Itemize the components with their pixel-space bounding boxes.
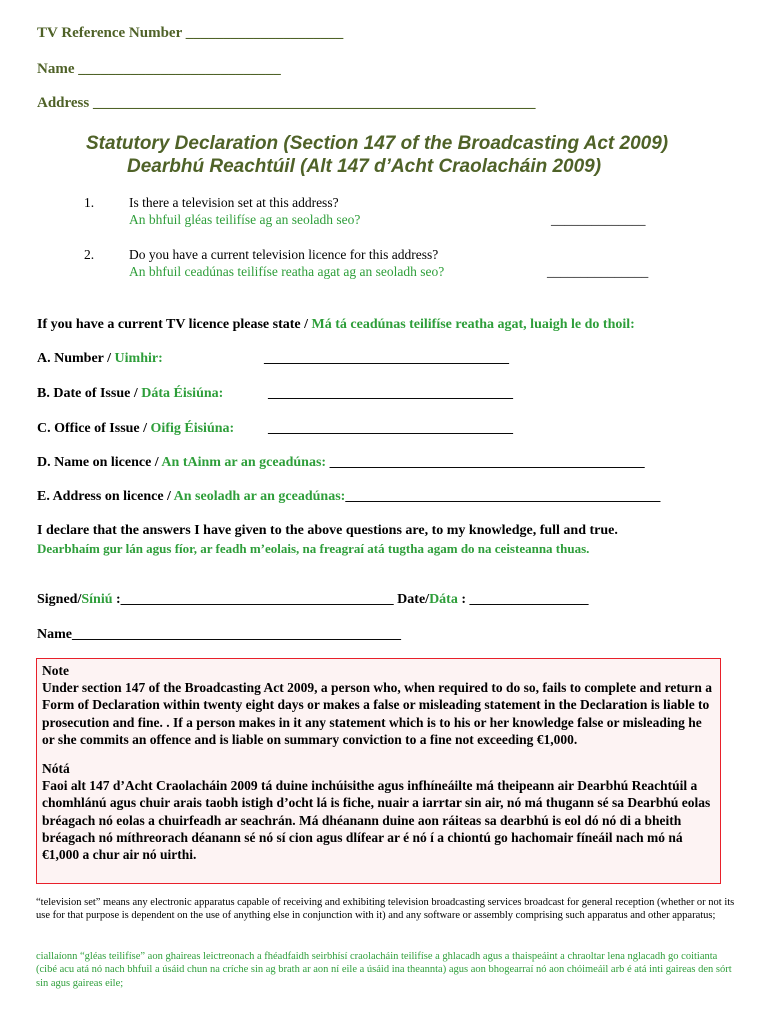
declaration-irish: Dearbhaím gur lán agus fíor, ar feadh m’eolais, na freagraí atá tugtha agam do na ceisteanna thuas.	[37, 541, 590, 556]
question-2-number: 2.	[84, 247, 95, 262]
licence-intro-irish: Má tá ceadúnas teilifíse reatha agat, luaigh le do thoil:	[311, 317, 635, 332]
note-box	[36, 658, 721, 884]
address-on-licence-label-irish: An seoladh ar an gceadúnas:	[173, 489, 346, 504]
signature-line[interactable]: :_______________________________________	[112, 592, 394, 607]
title-english: Statutory Declaration (Section 147 of the Broadcasting Act 2009)	[86, 133, 669, 154]
note-body-english: Under section 147 of the Broadcasting Act 2009, a person who, when required to do so, fails to complete and return a Form of Declaration within twenty eight days or makes a false or misleading statement in the Declaration is liable to prosecution and fine. . If a person makes in it any statement which is to his or her knowledge false or misleading he or she commits an offence and is liable on summary conviction to a fine not exceeding €1,000.	[42, 680, 713, 747]
address-on-licence-label-english: E. Address on licence /	[37, 489, 174, 504]
note-body-irish: Faoi alt 147 d’Acht Craolacháin 2009 tá duine inchúisithe agus infhíneáilte má theipeann air Dearbhú Reachtúil a chomhlánú agus chuir arais taobh istigh d’ocht lá is fiche, nuair a iarrtar sin air, nó má thugann sé sa Dearbhú eolas bréagach nó eolas a chuirfeadh ar seachrán. Má dhéanann duine aon ráiteas sa dearbhú is eol dó nó di a bheith bréagach nó míthreorach déanann sé nó sí cion agus dlífear ar é nó í a chiontú go hachomair fíneáil nach mó ná €1,000 a chur air nó uirthi.	[42, 778, 711, 863]
licence-intro-english: If you have a current TV licence please state /	[37, 317, 312, 332]
date-line[interactable]: : _________________	[457, 592, 589, 607]
question-2-irish: An bhfuil ceadúnas teilifíse reatha agat ag an seoladh seo?	[129, 264, 445, 279]
date-label-english: Date/	[393, 592, 430, 607]
licence-number-label	[37, 351, 163, 367]
signature-row[interactable]	[37, 592, 589, 608]
question-1-answer-line[interactable]: ______________	[551, 212, 646, 227]
title-irish: Dearbhú Reachtúil (Alt 147 d’Acht Craolacháin 2009)	[127, 156, 602, 177]
address-on-licence-line[interactable]: _____________________________________________	[345, 489, 661, 504]
question-1-english: Is there a television set at this address?	[129, 195, 339, 210]
declarant-name-line[interactable]: Name_______________________________________________	[37, 627, 401, 642]
date-of-issue-label-irish: Dáta Éisiúna:	[141, 386, 224, 401]
office-of-issue-label-irish: Oifig Éisiúna:	[150, 421, 235, 436]
date-label-irish: Dáta	[429, 592, 458, 607]
name-on-licence-line[interactable]: _____________________________________________	[326, 455, 645, 470]
note-heading-irish: Nótá	[42, 761, 70, 777]
office-of-issue-label-english: C. Office of Issue /	[37, 421, 151, 436]
date-of-issue-label-english: B. Date of Issue /	[37, 386, 142, 401]
signed-label-english: Signed/	[37, 592, 82, 607]
address-field[interactable]: Address ___________________________________________________________	[37, 95, 536, 111]
office-of-issue-line[interactable]: ___________________________________	[268, 421, 513, 436]
licence-number-label-irish: Uimhir:	[114, 351, 163, 366]
name-on-licence-row[interactable]	[37, 455, 645, 471]
name-on-licence-label-english: D. Name on licence /	[37, 455, 162, 470]
tv-reference-field[interactable]: TV Reference Number _____________________	[37, 25, 344, 41]
signed-label-irish: Síniú	[81, 592, 113, 607]
date-of-issue-line[interactable]: ___________________________________	[268, 386, 513, 401]
footnote-irish: ciallaíonn “gléas teilifíse” aon ghaireas leictreonach a fhéadfaidh seirbhísí craolacháin teilifíse a ghlacadh agus a thaispeáint a chraoltar lena nglacadh go coitianta (cibé acu atá nó nach bhfuil a úsáid chun na críche sin ag brath ar aon ní eile a úsáid ina theannta) agus aon bhogearraí nó aon chóimeáil arb é atá inti gaireas den sórt sin agus gaireas eile;	[36, 951, 732, 989]
name-field[interactable]: Name ___________________________	[37, 61, 281, 77]
licence-number-label-english: A. Number /	[37, 351, 115, 366]
question-2-english: Do you have a current television licence for this address?	[129, 247, 439, 262]
licence-number-line[interactable]: ___________________________________	[264, 351, 509, 366]
question-2-answer-line[interactable]: _______________	[547, 264, 649, 279]
licence-intro	[37, 317, 635, 333]
name-on-licence-label-irish: An tAinm ar an gceadúnas:	[161, 455, 327, 470]
declaration-english: I declare that the answers I have given to the above questions are, to my knowledge, full and true.	[37, 523, 618, 538]
question-1-number: 1.	[84, 195, 95, 210]
address-on-licence-row[interactable]	[37, 489, 660, 505]
office-of-issue-label	[37, 421, 234, 437]
footnote-english: “television set” means any electronic apparatus capable of receiving and exhibiting television broadcasting services broadcast for general reception (whether or not its use for that purpose is dependent on the use of anything else in conjunction with it) and any software or assembly comprising such apparatus and other apparatus;	[36, 897, 735, 922]
note-heading-english: Note	[42, 663, 69, 678]
question-1-irish: An bhfuil gléas teilifíse ag an seoladh seo?	[129, 212, 361, 227]
date-of-issue-label	[37, 386, 223, 402]
